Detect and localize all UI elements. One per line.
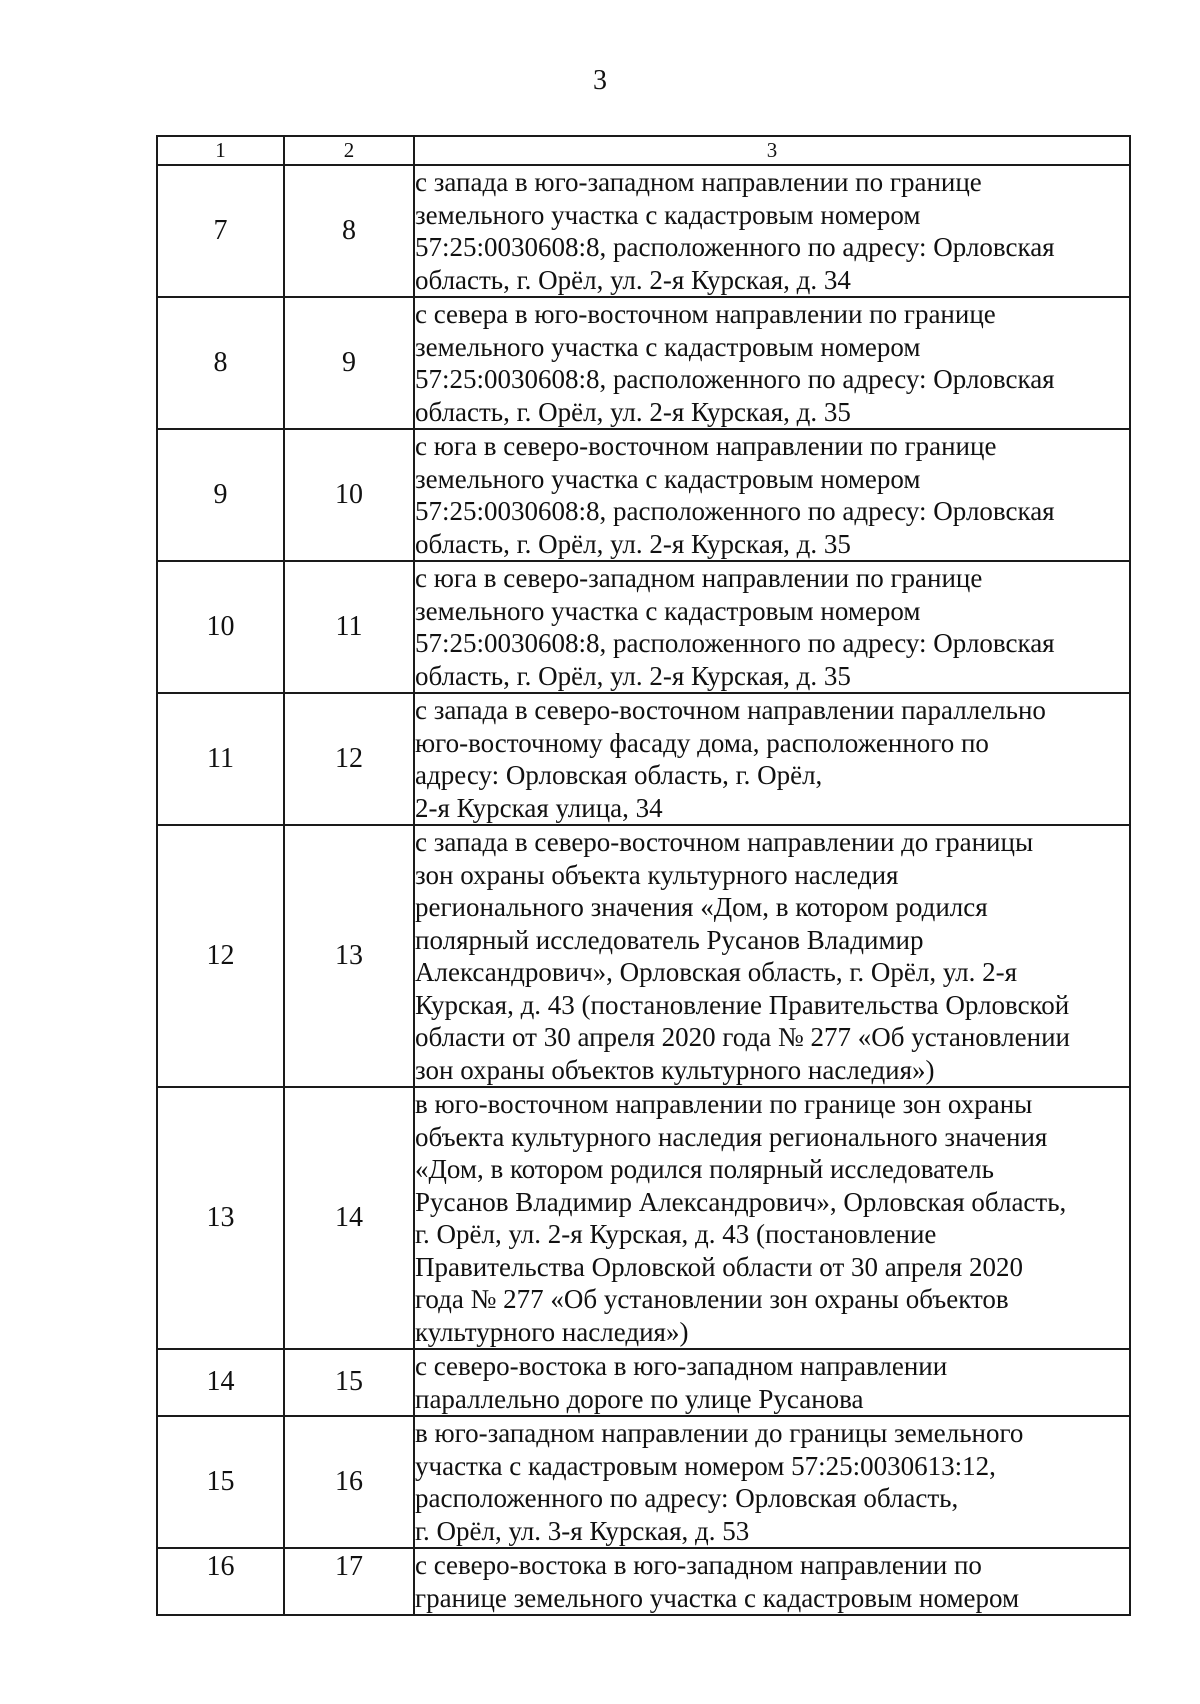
boundary-description-cell (414, 1087, 1130, 1349)
description-line: 57:25:0030608:8, расположенного по адресу: Орловская (415, 628, 1055, 658)
point-to-cell: 9 (284, 297, 414, 429)
table-body (157, 165, 1130, 1615)
table-row (157, 825, 1130, 1087)
description-line: в юго-восточном направлении по границе зон охраны (415, 1089, 1033, 1119)
point-from-cell: 16 (157, 1548, 284, 1615)
point-to-cell: 17 (284, 1548, 414, 1615)
description-line: земельного участка с кадастровым номером (415, 463, 921, 494)
boundary-description-cell (414, 165, 1130, 297)
description-line: г. Орёл, ул. 2-я Курская, д. 43 (постановление (415, 1219, 937, 1249)
point-to-cell: 10 (284, 429, 414, 561)
description-line: Курская, д. 43 (постановление Правительства Орловской (415, 989, 1070, 1020)
description-line: Александрович», Орловская область, г. Орёл, ул. 2-я (415, 957, 1018, 987)
description-line: объекта культурного наследия регионального значения (415, 1121, 1048, 1152)
description-line: земельного участка с кадастровым номером (415, 331, 921, 362)
boundary-description-cell (414, 297, 1130, 429)
boundary-description-cell (414, 429, 1130, 561)
point-to-cell: 8 (284, 165, 414, 297)
boundary-description-cell (414, 1349, 1130, 1416)
boundary-description-table (156, 135, 1131, 1616)
description-line: участка с кадастровым номером 57:25:0030613:12, (415, 1450, 996, 1481)
description-line: регионального значения «Дом, в котором родился (415, 892, 988, 922)
description-line: адресу: Орловская область, г. Орёл, (415, 760, 823, 790)
point-from-cell: 14 (157, 1349, 284, 1416)
point-to-cell: 11 (284, 561, 414, 693)
description-line: с запада в северо-восточном направлении до границы (415, 827, 1034, 857)
point-from-cell: 8 (157, 297, 284, 429)
point-to-cell: 14 (284, 1087, 414, 1349)
description-line: области от 30 апреля 2020 года № 277 «Об установлении (415, 1022, 1070, 1052)
boundary-description-cell (414, 1548, 1130, 1615)
description-line: область, г. Орёл, ул. 2-я Курская, д. 35 (415, 528, 851, 559)
table-row (157, 1548, 1130, 1615)
description-line: 2-я Курская улица, 34 (415, 792, 663, 823)
description-line: с юга в северо-восточном направлении по границе (415, 431, 997, 461)
point-from-cell: 7 (157, 165, 284, 297)
point-from-cell: 15 (157, 1416, 284, 1548)
description-line: в юго-западном направлении до границы земельного (415, 1418, 1024, 1448)
column-header: 1 (157, 136, 284, 165)
description-line: г. Орёл, ул. 3-я Курская, д. 53 (415, 1515, 750, 1546)
table-row (157, 561, 1130, 693)
point-to-cell: 13 (284, 825, 414, 1087)
boundary-description-cell (414, 561, 1130, 693)
table-row (157, 297, 1130, 429)
point-to-cell: 12 (284, 693, 414, 825)
description-line: юго-восточному фасаду дома, расположенного по (415, 727, 989, 758)
description-line: с северо-востока в юго-западном направлении по (415, 1550, 982, 1580)
boundary-description-cell (414, 1416, 1130, 1548)
point-to-cell: 15 (284, 1349, 414, 1416)
description-line: с севера в юго-восточном направлении по границе (415, 299, 996, 329)
description-line: границе земельного участка с кадастровым номером (415, 1582, 1020, 1613)
description-line: с запада в юго-западном направлении по границе (415, 167, 982, 197)
description-line: Правительства Орловской области от 30 апреля 2020 (415, 1251, 1023, 1282)
point-from-cell: 13 (157, 1087, 284, 1349)
table-row (157, 1087, 1130, 1349)
page-number: 3 (593, 65, 607, 96)
description-line: 57:25:0030608:8, расположенного по адресу: Орловская (415, 232, 1055, 262)
boundary-description-cell (414, 825, 1130, 1087)
point-from-cell: 9 (157, 429, 284, 561)
description-line: 57:25:0030608:8, расположенного по адресу: Орловская (415, 496, 1055, 526)
point-to-cell: 16 (284, 1416, 414, 1548)
description-line: с северо-востока в юго-западном направлении (415, 1351, 948, 1381)
table-row (157, 693, 1130, 825)
description-line: с запада в северо-восточном направлении параллельно (415, 695, 1046, 725)
column-header: 3 (414, 136, 1130, 165)
point-from-cell: 12 (157, 825, 284, 1087)
column-header: 2 (284, 136, 414, 165)
description-line: Русанов Владимир Александрович», Орловская область, (415, 1186, 1067, 1217)
table-row (157, 429, 1130, 561)
description-line: область, г. Орёл, ул. 2-я Курская, д. 34 (415, 264, 851, 295)
boundary-description-cell (414, 693, 1130, 825)
description-line: параллельно дороге по улице Русанова (415, 1383, 864, 1414)
description-line: земельного участка с кадастровым номером (415, 595, 921, 626)
description-line: с юга в северо-западном направлении по границе (415, 563, 983, 593)
description-line: зон охраны объекта культурного наследия (415, 859, 899, 890)
table-row (157, 165, 1130, 297)
description-line: полярный исследователь Русанов Владимир (415, 924, 924, 955)
description-line: расположенного по адресу: Орловская область, (415, 1483, 959, 1513)
point-from-cell: 11 (157, 693, 284, 825)
table-row (157, 1349, 1130, 1416)
description-line: зон охраны объектов культурного наследия») (415, 1054, 935, 1085)
description-line: «Дом, в котором родился полярный исследователь (415, 1154, 994, 1184)
table-row (157, 1416, 1130, 1548)
description-line: область, г. Орёл, ул. 2-я Курская, д. 35 (415, 396, 851, 427)
description-line: 57:25:0030608:8, расположенного по адресу: Орловская (415, 364, 1055, 394)
description-line: область, г. Орёл, ул. 2-я Курская, д. 35 (415, 660, 851, 691)
description-line: земельного участка с кадастровым номером (415, 199, 921, 230)
description-line: года № 277 «Об установлении зон охраны объектов (415, 1284, 1009, 1314)
description-line: культурного наследия») (415, 1316, 689, 1347)
table-header-row (157, 136, 1130, 165)
point-from-cell: 10 (157, 561, 284, 693)
